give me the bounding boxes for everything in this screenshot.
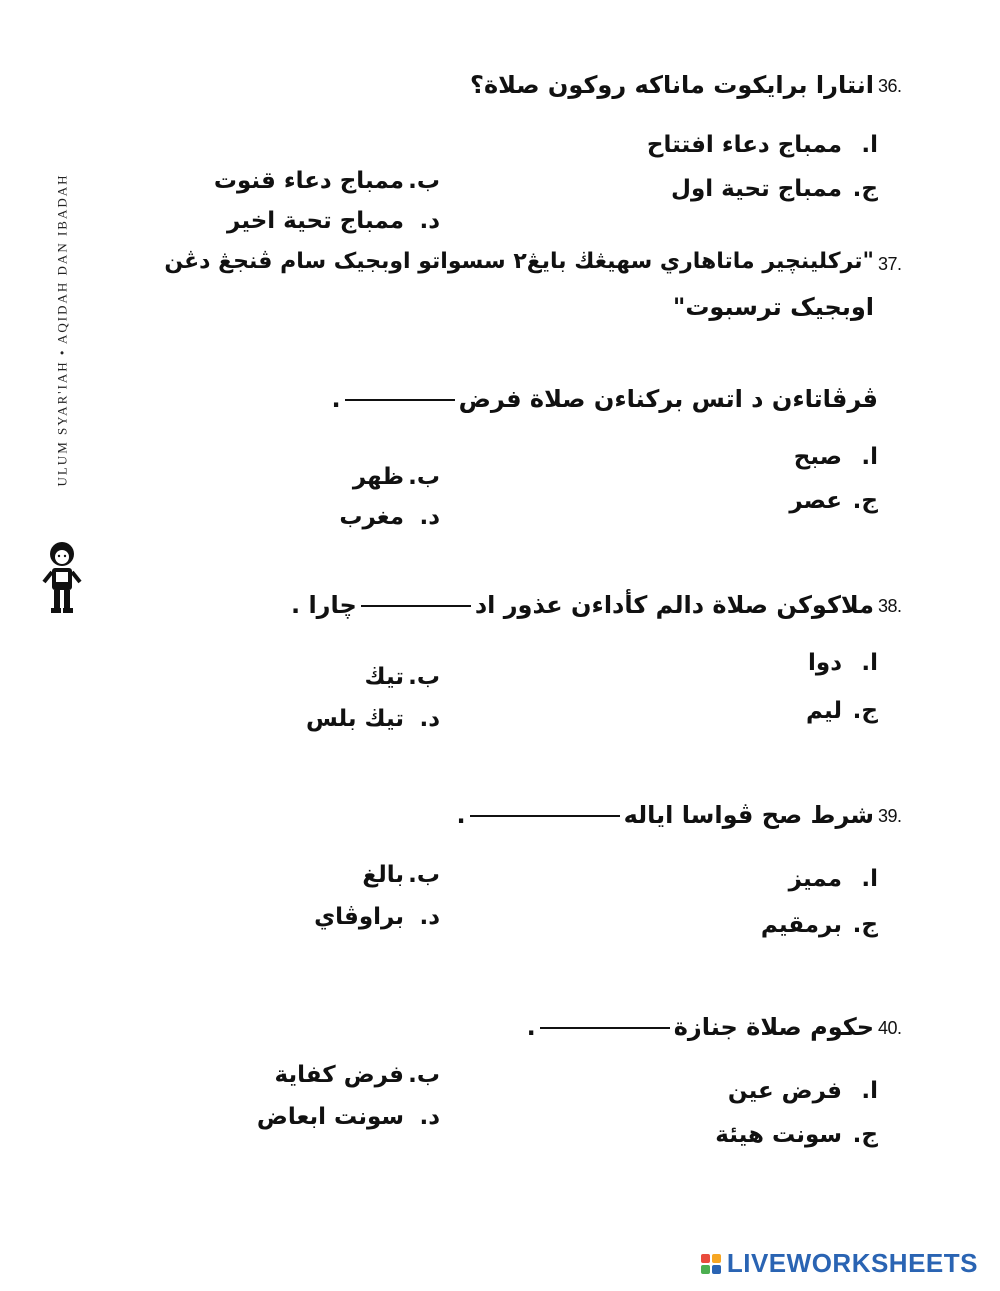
answer-blank[interactable] (470, 814, 620, 817)
answer-blank[interactable] (345, 398, 455, 401)
option-text: دوا (808, 650, 842, 676)
question-number: 37. (878, 254, 902, 274)
question-number: 40. (878, 1018, 902, 1038)
mascot-icon (38, 538, 86, 618)
option-text: تيڬ بلس (306, 706, 404, 732)
option-letter: ا. (861, 650, 878, 676)
option-text: ليم (805, 698, 842, 724)
option-letter: ب. (408, 464, 440, 490)
question-text: چارا . (290, 591, 357, 619)
option-text: مميز (788, 866, 842, 892)
option-text: بالغ (362, 862, 404, 888)
option-text: ممباج تحية اخير (227, 208, 404, 234)
question-text: حكوم صلاة جنازة (673, 1013, 874, 1041)
option-text: تيڬ (364, 664, 404, 690)
option-letter: د. (419, 208, 440, 234)
option-d[interactable] (314, 904, 440, 930)
option-text: ممباج تحية اول (671, 176, 842, 202)
option-letter: ا. (861, 866, 878, 892)
option-letter: ج. (852, 488, 878, 514)
option-text: براوڤاي (314, 904, 404, 930)
option-d[interactable] (227, 208, 440, 234)
question-text: ملاكوكن صلاة دالم كأداءن عذور اد (474, 591, 874, 619)
option-a[interactable] (647, 132, 878, 158)
answer-blank[interactable] (361, 604, 471, 607)
question-text: ڤرڤاتاءن د اتس بركناءن صلاة فرض (458, 385, 878, 413)
option-text: صبح (793, 444, 842, 470)
option-letter: ب. (408, 1062, 440, 1088)
option-letter: ا. (861, 1078, 878, 1104)
option-letter: ب. (408, 664, 440, 690)
option-a[interactable] (808, 650, 878, 676)
option-letter: د. (419, 706, 440, 732)
option-letter: د. (419, 904, 440, 930)
option-b[interactable] (214, 168, 440, 194)
option-c[interactable] (671, 176, 878, 202)
question-text-blank (291, 592, 874, 618)
option-letter: ا. (861, 444, 878, 470)
option-c[interactable] (806, 698, 878, 724)
option-a[interactable] (789, 866, 878, 892)
option-letter: د. (419, 504, 440, 530)
option-text: ممباج دعاء افتتاح (646, 132, 842, 158)
option-text: سونت هيئة (715, 1122, 842, 1148)
question-number: 38. (878, 596, 902, 616)
option-letter: ب. (408, 168, 440, 194)
option-letter: ج. (852, 912, 878, 938)
option-a[interactable] (728, 1078, 878, 1104)
option-a[interactable] (794, 444, 878, 470)
logo-grid-icon (701, 1254, 721, 1274)
question-text-blank: شرط صح ڤواسا اياله . (456, 801, 874, 829)
option-letter: ب. (408, 862, 440, 888)
question-text: اوبجيک ترسبوت" (672, 293, 874, 321)
option-letter: ج. (852, 698, 878, 724)
option-b[interactable] (362, 862, 440, 888)
option-text: فرض عين (727, 1078, 842, 1104)
answer-blank[interactable] (540, 1026, 670, 1029)
option-letter: د. (419, 1104, 440, 1130)
option-d[interactable] (306, 706, 440, 732)
option-d[interactable] (257, 1104, 440, 1130)
question-text-blank: ڤرڤاتاءن د اتس بركناءن صلاة فرض . (331, 385, 878, 413)
logo-text: LIVEWORKSHEETS (726, 1248, 978, 1278)
option-d[interactable] (339, 504, 440, 530)
question-text: "تركلينچير ماتاهاري سهيڠڬ بايڠ٢ سسواتو اوبجيک سام ڤنجڠ دڠن (164, 249, 874, 274)
question-number: 39. (878, 806, 902, 826)
side-label: ULUM SYAR'IAH • AQIDAH DAN IBADAH (55, 173, 71, 487)
option-text: فرض كفاية (274, 1062, 404, 1088)
option-text: عصر (789, 488, 842, 514)
option-b[interactable] (365, 664, 440, 690)
option-c[interactable] (761, 912, 878, 938)
option-text: سونت ابعاض (256, 1104, 404, 1130)
option-letter: ا. (861, 132, 878, 158)
option-text: مغرب (339, 504, 404, 530)
option-b[interactable] (353, 464, 440, 490)
question-text: شرط صح ڤواسا اياله (623, 801, 874, 829)
question-text: انتارا برايكوت ماناكه روكون صلاة؟ (470, 71, 874, 99)
option-letter: ج. (852, 176, 878, 202)
question-number: 36. (878, 76, 902, 96)
option-text: برمقيم (760, 912, 842, 938)
option-c[interactable] (715, 1122, 878, 1148)
option-letter: ج. (852, 1122, 878, 1148)
option-text: ظهر (352, 464, 404, 490)
liveworksheets-logo[interactable] (701, 1248, 978, 1279)
option-text: ممباج دعاء قنوت (213, 168, 404, 194)
option-c[interactable] (789, 488, 878, 514)
question-text-blank: حكوم صلاة جنازة . (526, 1013, 874, 1041)
option-b[interactable] (275, 1062, 440, 1088)
